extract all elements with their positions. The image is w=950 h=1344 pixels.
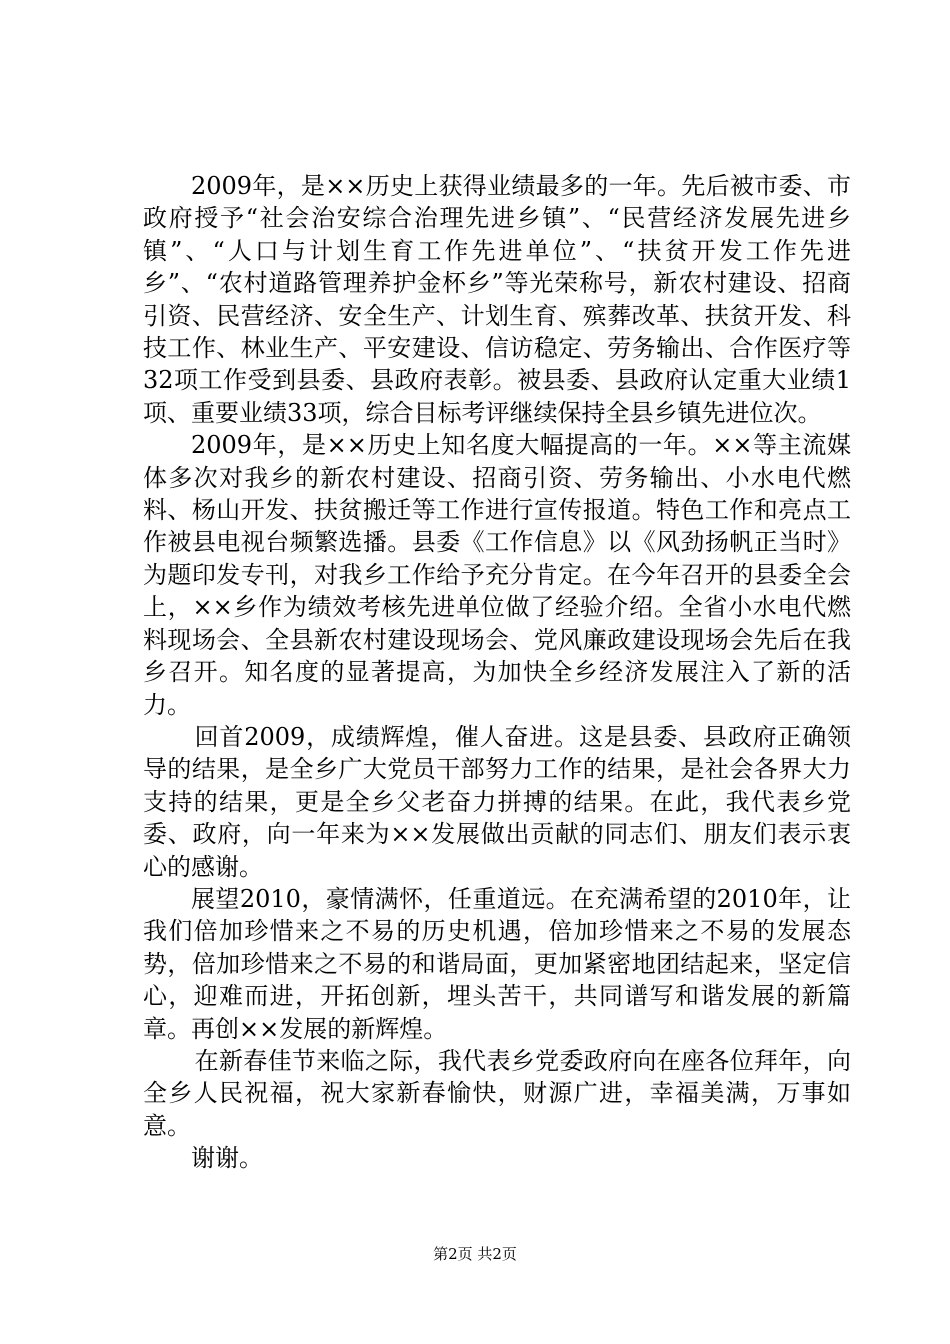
page-number-label: 第2页 共2页 bbox=[433, 1245, 517, 1263]
paragraph-thanks: 谢谢。 bbox=[191, 1144, 263, 1173]
paragraph-new-year-greeting: 在新春佳节来临之际，我代表乡党委政府向在座各位拜年，向全乡人民祝福，祝大家新春愉快，财源广进，幸福美满，万事如意。 bbox=[143, 1046, 851, 1140]
page-footer bbox=[0, 1244, 950, 1264]
paragraph-reputation: 2009年，是××历史上知名度大幅提高的一年。××等主流媒体多次对我乡的新农村建设、招商引资、劳务输出、小水电代燃料、杨山开发、扶贫搬迁等工作进行宣传报道。特色工作和亮点工作被县电视台频繁选播。县委《工作信息》以《风劲扬帆正当时》为题印发专刊，对我乡工作给予充分肯定。在今年召开的县委全会上，××乡作为绩效考核先进单位做了经验介绍。全省小水电代燃料现场会、全县新农村建设现场会、党风廉政建设现场会先后在我乡召开。知名度的显著提高，为加快全乡经济发展注入了新的活力。 bbox=[143, 431, 851, 719]
paragraph-review-2009: 回首2009，成绩辉煌，催人奋进。这是县委、县政府正确领导的结果，是全乡广大党员干部努力工作的结果，是社会各界大力支持的结果，更是全乡父老奋力拼搏的结果。在此，我代表乡党委、政府，向一年来为××发展做出贡献的同志们、朋友们表示衷心的感谢。 bbox=[143, 722, 851, 881]
document-body bbox=[143, 170, 851, 1175]
paragraph-achievements: 2009年，是××历史上获得业绩最多的一年。先后被市委、市政府授予“社会治安综合治理先进乡镇”、“民营经济发展先进乡镇”、“人口与计划生育工作先进单位”、“扶贫开发工作先进乡”、“农村道路管理养护金杯乡”等光荣称号，新农村建设、招商引资、民营经济、安全生产、计划生育、殡葬改革、扶贫开发、科技工作、林业生产、平安建设、信访稳定、劳务输出、合作医疗等32项工作受到县委、县政府表彰。被县委、县政府认定重大业绩1项、重要业绩33项，综合目标考评继续保持全县乡镇先进位次。 bbox=[143, 172, 851, 427]
paragraph-outlook-2010: 展望2010，豪情满怀，任重道远。在充满希望的2010年，让我们倍加珍惜来之不易的历史机遇，倍加珍惜来之不易的发展态势，倍加珍惜来之不易的和谐局面，更加紧密地团结起来，坚定信心，迎难而进，开拓创新，埋头苦干，共同谱写和谐发展的新篇章。再创××发展的新辉煌。 bbox=[143, 884, 851, 1043]
